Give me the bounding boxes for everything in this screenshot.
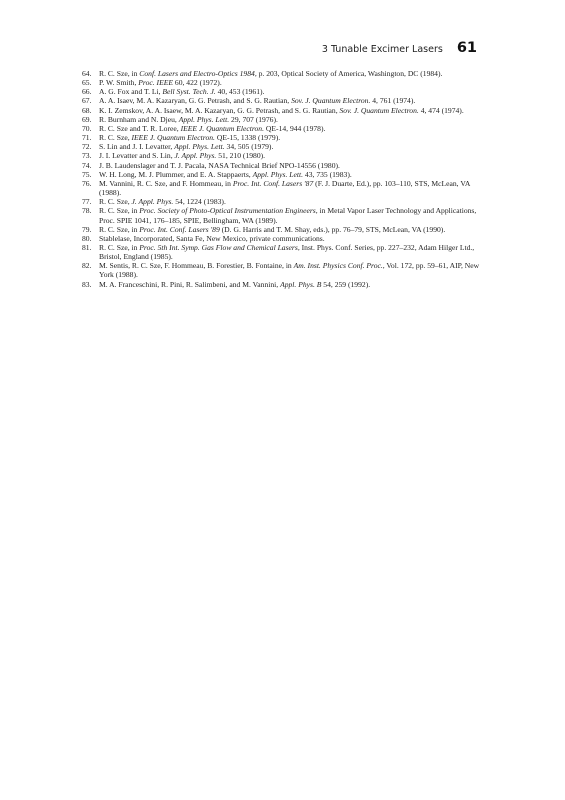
reference-item: 77. R. C. Sze, J. Appl. Phys. 54, 1224 (1983). xyxy=(82,197,226,207)
reference-list xyxy=(82,69,482,289)
reference-item: 71. R. C. Sze, IEEE J. Quantum Electron. QE-15, 1338 (1979). xyxy=(82,133,281,143)
reference-item: 70. R. C. Sze and T. R. Loree, IEEE J. Quantum Electron. QE-14, 944 (1978). xyxy=(82,123,326,133)
reference-item: 67. A. A. Isaev, M. A. Kazaryan, G. G. Petrash, and S. G. Rautian, Sov. J. Quantum Electron. 4, 761 (1974). xyxy=(82,96,416,106)
section-title: 3 Tunable Excimer Lasers xyxy=(321,44,443,55)
reference-item: 73. J. I. Levatter and S. Lin, J. Appl. Phys. 51, 210 (1980). xyxy=(82,151,266,161)
reference-item: 81. R. C. Sze, in Proc. 5th Int. Symp. Gas Flow and Chemical Lasers, Inst. Phys. Conf. Series, pp. 227–232, Adam Hilger Ltd., Bristol, England (1985). xyxy=(82,242,475,262)
reference-item: 82. M. Sentis, R. C. Sze, F. Hommeau, B. Forestier, B. Fontaine, in Am. Inst. Physics Conf. Proc., Vol. 172, pp. 59–61, AIP, New York (1988). xyxy=(82,261,480,280)
reference-item: 74. J. B. Laudenslager and T. J. Pacala, NASA Technical Brief NPO-14556 (1980). xyxy=(82,160,340,170)
reference-item: 75. W. H. Long, M. J. Plummer, and E. A. Stappaerts, Appl. Phys. Lett. 43, 735 (1983). xyxy=(82,169,352,179)
running-head xyxy=(322,40,477,56)
reference-item: 83. M. A. Franceschini, R. Pini, R. Salimbeni, and M. Vannini, Appl. Phys. B 54, 259 (1992). xyxy=(82,279,371,289)
reference-item: 65. P. W. Smith, Proc. IEEE 60, 422 (1972). xyxy=(82,78,222,88)
reference-item: 64. R. C. Sze, in Conf. Lasers and Electro-Optics 1984, p. 203, Optical Society of America, Washington, DC (1984). xyxy=(82,69,443,78)
reference-item: 78. R. C. Sze, in Proc. Society of Photo-Optical Instrumentation Engineers, in Metal Vapor Laser Technology and Applications, Proc. SPIE 1041, 176–185, SPIE, Bellingham, WA (1989). xyxy=(82,206,477,225)
reference-item: 76. M. Vannini, R. C. Sze, and F. Hommeau, in Proc. Int. Conf. Lasers '87 (F. J. Duarte, Ed.), pp. 103–110, STS, McLean, VA (1988). xyxy=(82,178,470,198)
reference-item: 79. R. C. Sze, in Proc. Int. Conf. Lasers '89 (D. G. Harris and T. M. Shay, eds.), pp. 76–79, STS, McLean, VA (1990). xyxy=(82,224,446,234)
page-number: 61 xyxy=(456,40,477,56)
reference-item: 66. A. G. Fox and T. Li, Bell Syst. Tech. J. 40, 453 (1961). xyxy=(82,87,265,97)
reference-item: 72. S. Lin and J. I. Levatter, Appl. Phys. Lett. 34, 505 (1979). xyxy=(82,142,274,152)
reference-item: 80. Stablelase, Incorporated, Santa Fe, New Mexico, private communications. xyxy=(82,233,325,243)
reference-item: 68. K. I. Zemskov, A. A. Isaew, M. A. Kazaryan, G. G. Petrash, and S. G. Rautian, Sov. J. Quantum Electron. 4, 474 (1974). xyxy=(82,105,464,115)
reference-item: 69. R. Burnham and N. Djeu, Appl. Phys. Lett. 29, 707 (1976). xyxy=(82,114,278,124)
